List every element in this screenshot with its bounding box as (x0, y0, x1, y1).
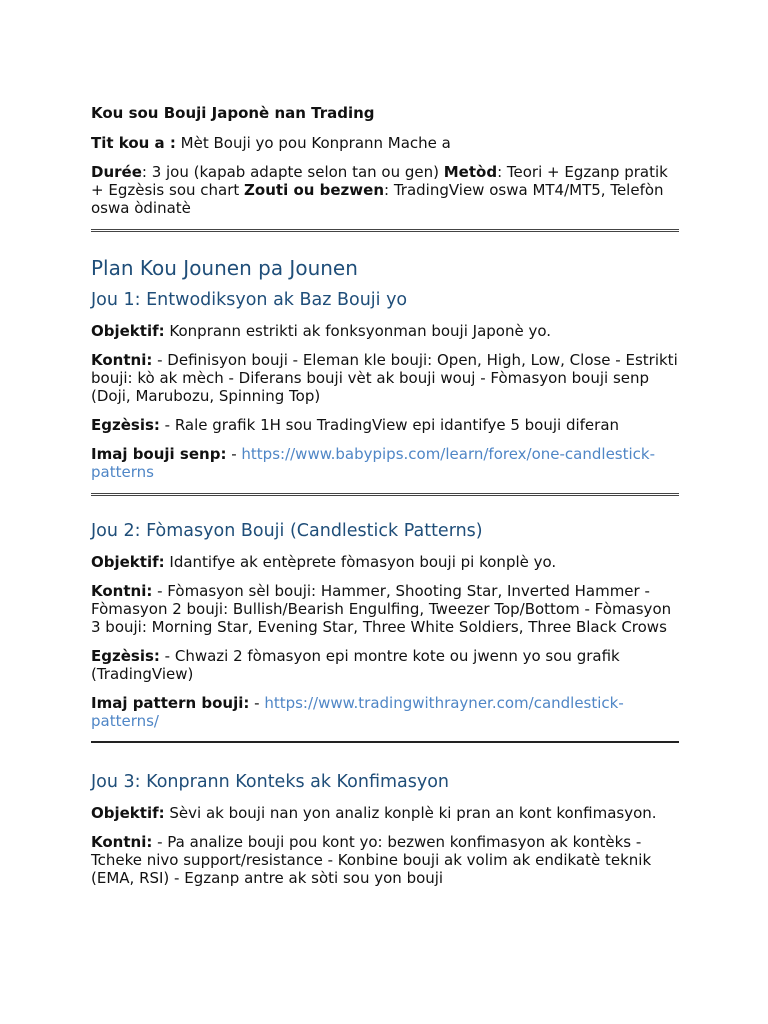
plan-heading: Plan Kou Jounen pa Jounen (91, 256, 358, 280)
section-divider (91, 229, 679, 232)
day-1-imaj-link[interactable]: https://www.babypips.com/learn/forex/one-candlestick-patterns (91, 445, 656, 481)
course-title: Kou sou Bouji Japonè nan Trading (91, 104, 375, 122)
document-body (91, 104, 679, 898)
course-meta: Durée: 3 jou (kapab adapte selon tan ou gen) Metòd: Teori + Egzanp pratik + Egzèsis sou chart Zouti ou bezwen: TradingView oswa MT4/MT5, Telefòn oswa òdinatè (91, 163, 668, 217)
day-2-imaj-link[interactable]: https://www.tradingwithrayner.com/candlestick-patterns/ (91, 694, 624, 730)
day-2-egzesis: Egzèsis: - Chwazi 2 fòmasyon epi montre kote ou jwenn yo sou grafik (TradingView) (91, 647, 620, 683)
day-1-egzesis: Egzèsis: - Rale grafik 1H sou TradingView epi idantifye 5 bouji diferan (91, 416, 620, 434)
section-divider (91, 741, 679, 743)
day-1-imaj: Imaj bouji senp: - https://www.babypips.com/learn/forex/one-candlestick-patterns (91, 445, 656, 481)
day-3-objektif: Objektif: Sèvi ak bouji nan yon analiz konplè ki pran an kont konfimasyon. (91, 804, 657, 822)
day-1-heading: Jou 1: Entwodiksyon ak Baz Bouji yo (91, 290, 408, 310)
day-2-imaj: Imaj pattern bouji: - https://www.tradingwithrayner.com/candlestick-patterns/ (91, 694, 624, 730)
day-2-heading: Jou 2: Fòmasyon Bouji (Candlestick Patterns) (91, 521, 483, 541)
section-divider (91, 493, 679, 496)
day-3-kontni: Kontni: - Pa analize bouji pou kont yo: bezwen konfimasyon ak kontèks - Tcheke nivo support/resistance - Konbine bouji ak volim ak endikatè teknik (EMA, RSI) - Egzanp antre ak sòti sou yon bouji (91, 833, 652, 887)
day-3-heading: Jou 3: Konprann Konteks ak Konfimasyon (91, 772, 450, 792)
day-2-objektif: Objektif: Idantifye ak entèprete fòmasyon bouji pi konplè yo. (91, 553, 557, 571)
day-1-kontni: Kontni: - Definisyon bouji - Eleman kle bouji: Open, High, Low, Close - Estrikti bouji: kò ak mèch - Diferans bouji vèt ak bouji wouj - Fòmasyon bouji senp (Doji, Marubozu, Spinning Top) (91, 351, 678, 405)
day-1-objektif: Objektif: Konprann estrikti ak fonksyonman bouji Japonè yo. (91, 322, 552, 340)
day-2-kontni: Kontni: - Fòmasyon sèl bouji: Hammer, Shooting Star, Inverted Hammer - Fòmasyon 2 bouji: Bullish/Bearish Engulfing, Tweezer Top/Bottom - Fòmasyon 3 bouji: Morning Star, Evening Star, Three White Soldiers, Three Black Crows (91, 582, 672, 636)
course-subtitle: Tit kou a : Mèt Bouji yo pou Konprann Mache a (91, 134, 451, 152)
